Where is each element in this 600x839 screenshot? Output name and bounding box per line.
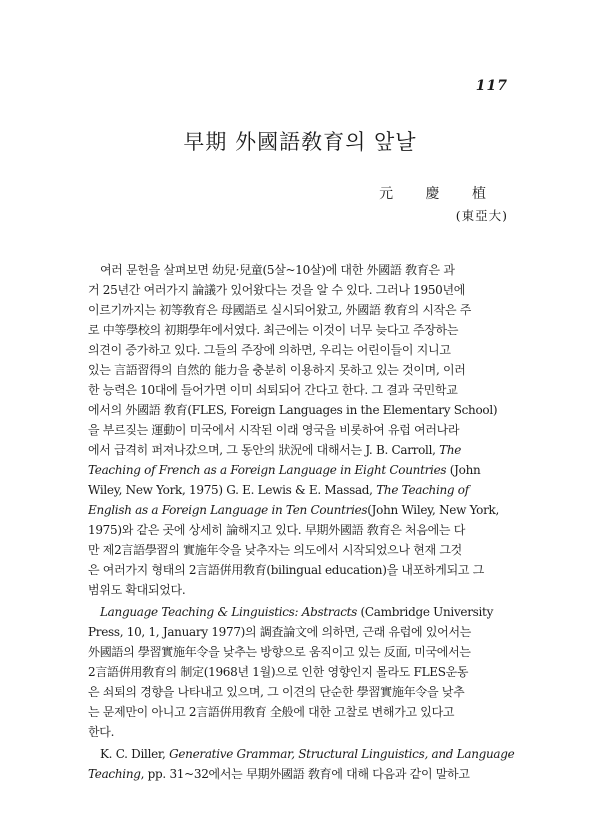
text-segment: 은 여러가지 형태의 2言語倂用敎育(bilingual education)을 내포하게되고 그 — [88, 563, 484, 577]
paragraph — [88, 260, 516, 600]
text-line — [88, 642, 516, 662]
text-line — [88, 440, 516, 460]
text-line — [88, 702, 516, 722]
text-segment: 한다. — [88, 725, 115, 739]
text-line — [88, 500, 516, 520]
text-line — [88, 340, 516, 360]
text-segment: 한 능력은 10대에 들어가면 이미 쇠퇴되어 간다고 한다. 그 결과 국민학교 — [88, 383, 458, 397]
text-segment: 만 제2言語學習의 實施年令을 낮추자는 의도에서 시작되었으나 현재 그것 — [88, 543, 462, 557]
text-line — [88, 682, 516, 702]
text-segment: 로 中等學校의 初期學年에서였다. 최근에는 이것이 너무 늦다고 주장하는 — [88, 323, 459, 337]
text-line — [88, 662, 516, 682]
text-segment: 의견이 증가하고 있다. 그들의 주장에 의하면, 우리는 어린이들이 지니고 — [88, 343, 451, 357]
italic-segment: Language Teaching & Linguistics: Abstracts — [100, 605, 358, 619]
text-segment: 거 25년간 여러가지 論議가 있어왔다는 것을 알 수 있다. 그러나 1950년에 — [88, 283, 466, 297]
text-segment: 1975)와 같은 곳에 상세히 論해지고 있다. 早期外國語 敎育은 처음에는 다 — [88, 523, 466, 537]
text-line — [88, 420, 516, 440]
text-segment: , pp. 31~32에서는 早期外國語 敎育에 대해 다음과 같이 말하고 — [140, 767, 470, 781]
article-title: 早期 外國語敎育의 앞날 — [183, 130, 417, 154]
text-segment: 범위도 확대되었다. — [88, 583, 186, 597]
text-segment: 여러 문헌을 살펴보면 幼兒·兒童(5살~10살)에 대한 外國語 敎育은 과 — [100, 263, 455, 277]
text-line — [88, 480, 516, 500]
italic-segment: The Teaching of — [376, 483, 469, 497]
text-line — [88, 764, 516, 784]
text-line — [88, 260, 516, 280]
italic-segment: Generative Grammar, Structural Linguistics, and Language — [169, 747, 515, 761]
text-line — [88, 300, 516, 320]
text-segment: (John — [446, 463, 481, 477]
text-segment: 는 문제만이 아니고 2言語倂用敎育 全般에 대한 고찰로 변해가고 있다고 — [88, 705, 455, 719]
text-line — [88, 520, 516, 540]
paragraph — [88, 744, 516, 784]
text-line — [88, 540, 516, 560]
text-segment: 에서 급격히 퍼져나갔으며, 그 동안의 狀況에 대해서는 J. B. Carroll, — [88, 443, 440, 457]
paragraph — [88, 602, 516, 742]
text-line — [88, 602, 516, 622]
text-line — [88, 580, 516, 600]
text-line — [88, 320, 516, 340]
text-line — [88, 622, 516, 642]
author-affiliation: (東亞大) — [455, 208, 508, 223]
text-line — [88, 722, 516, 742]
text-line — [88, 380, 516, 400]
body-text — [88, 260, 516, 784]
text-segment: 2言語倂用敎育의 制定(1968년 1월)으로 인한 영향인지 몰라도 FLES운동 — [88, 665, 469, 679]
text-line — [88, 360, 516, 380]
italic-segment: Teaching of French as a Foreign Language in Eight Countries — [88, 463, 447, 477]
text-line — [88, 280, 516, 300]
text-line — [88, 400, 516, 420]
text-segment: Press, 10, 1, January 1977)의 調査論文에 의하면, 근래 유럽에 있어서는 — [88, 625, 472, 639]
italic-segment: English as a Foreign Language in Ten Countries — [88, 503, 368, 517]
text-segment: 外國語의 學習實施年令을 낮추는 방향으로 움직이고 있는 反面, 미국에서는 — [88, 645, 471, 659]
text-segment: 에서의 外國語 敎育(FLES, Foreign Languages in the Elementary School) — [88, 403, 498, 417]
text-segment: 있는 言語習得의 自然的 能力을 충분히 이용하지 못하고 있는 것이며, 이러 — [88, 363, 466, 377]
author-name: 元 慶 植 — [379, 186, 500, 202]
text-line — [88, 744, 516, 764]
text-segment: (Cambridge University — [357, 605, 494, 619]
page-number: 117 — [475, 78, 508, 94]
italic-segment: Teaching — [88, 767, 141, 781]
text-segment: K. C. Diller, — [100, 747, 170, 761]
text-segment: (John Wiley, New York, — [367, 503, 499, 517]
text-segment: 이르기까지는 初等敎育은 母國語로 실시되어왔고, 外國語 敎育의 시작은 주 — [88, 303, 472, 317]
text-line — [88, 560, 516, 580]
text-segment: Wiley, New York, 1975) G. E. Lewis & E. Massad, — [88, 483, 377, 497]
text-segment: 은 쇠퇴의 경향을 나타내고 있으며, 그 이견의 단순한 學習實施年令을 낮추 — [88, 685, 465, 699]
text-line — [88, 460, 516, 480]
text-segment: 을 부르짖는 運動이 미국에서 시작된 이래 영국을 비롯하여 유럽 여러나라 — [88, 423, 460, 437]
italic-segment: The — [439, 443, 462, 457]
